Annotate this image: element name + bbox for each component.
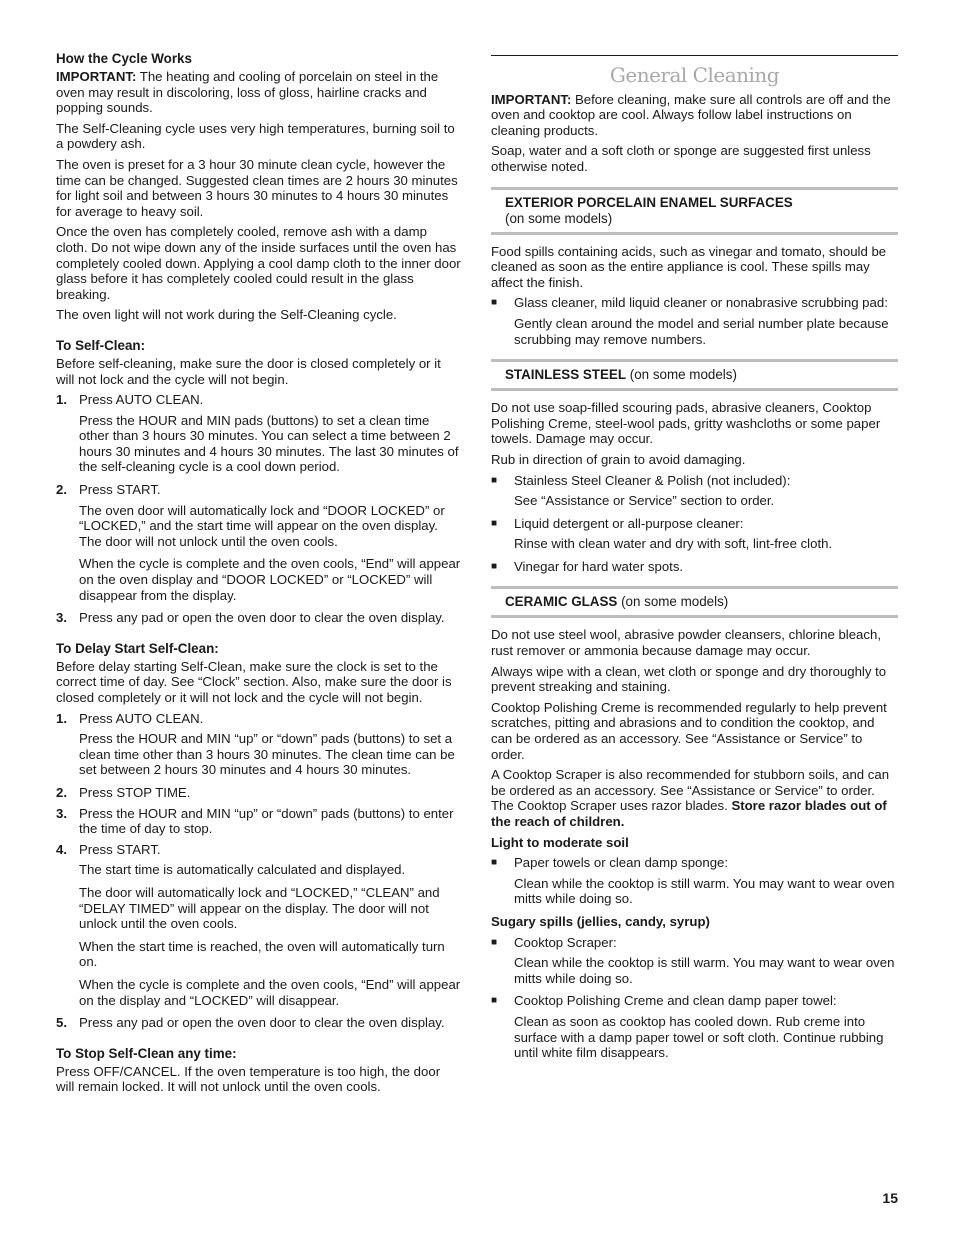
step-item [56, 610, 462, 626]
step-detail: The start time is automatically calculated and displayed. [79, 862, 406, 878]
bullet-square-icon: ■ [491, 995, 498, 1007]
bullet-square-icon: ■ [491, 857, 498, 869]
exterior-porcelain-header [491, 187, 898, 235]
step-detail: The door will automatically lock and “LOCKED,” “CLEAN” and “DELAY TIMED” will appear on the display. The door will not unlock until the oven cools. [79, 884, 440, 932]
stop-self-clean-heading: To Stop Self-Clean any time: [56, 1045, 237, 1061]
bullet-square-icon: ■ [491, 936, 498, 948]
sugary-spills-bullets [491, 935, 898, 1061]
step-text: Press START. [79, 841, 161, 857]
light-soil-label: Light to moderate soil [491, 834, 629, 850]
stainless-steel-header [491, 359, 898, 391]
bullet-text: Glass cleaner, mild liquid cleaner or nonabrasive scrubbing pad: [514, 295, 888, 311]
bullet-detail: Clean while the cooktop is still warm. You may want to wear oven mitts while doing so. [514, 955, 895, 986]
ceramic-paragraph-1: Do not use steel wool, abrasive powder cleansers, chlorine bleach, rust remover or ammonia because damage may occur. [491, 627, 881, 659]
step-detail: The oven door will automatically lock and “DOOR LOCKED” or “LOCKED,” and the start time will appear on the oven display. The door will not unlock until the oven cools. [79, 502, 445, 549]
top-rule [491, 55, 898, 56]
how-important-paragraph [56, 69, 462, 116]
exterior-bullets [491, 295, 898, 347]
general-cleaning-title: General Cleaning [609, 63, 780, 87]
exterior-porcelain-note: (on some models) [505, 210, 613, 226]
step-number: 2. [56, 482, 67, 498]
bullet-detail: Rinse with clean water and dry with soft, lint-free cloth. [514, 536, 833, 552]
page-number: 15 [882, 1190, 898, 1206]
how-paragraph-4: Once the oven has completely cooled, remove ash with a damp cloth. Do not wipe down any of the inside surfaces until the oven has completely cooled down. Applying a cool damp cloth to the inner door glass before it has completely cooled could result in the glass breaking. [56, 224, 461, 302]
bullet-square-icon: ■ [491, 297, 498, 309]
bullet-text: Cooktop Scraper: [514, 934, 617, 950]
important-label: IMPORTANT: [491, 91, 572, 107]
bullet-detail: See “Assistance or Service” section to order. [514, 493, 775, 509]
step-detail: Press the HOUR and MIN pads (buttons) to set a clean time other than 3 hours 30 minutes. You can select a time between 2 hours 30 minutes and 4 hours 30 minutes. The last 30 minutes of the self-cleaning cycle is a cool down period. [79, 412, 459, 475]
how-paragraph-2: The Self-Cleaning cycle uses very high temperatures, burning soil to a powdery ash. [56, 120, 455, 152]
delay-start-intro: Before delay starting Self-Clean, make sure the clock is set to the correct time of day. See “Clock” section. Also, make sure the door is closed completely or it will not lock and the cycle will not begin. [56, 658, 452, 705]
step-item [56, 806, 462, 837]
general-important-paragraph [491, 92, 898, 139]
light-soil-bullets [491, 855, 898, 907]
how-cycle-works-heading: How the Cycle Works [56, 51, 192, 66]
step-text: Press STOP TIME. [79, 784, 191, 800]
ceramic-paragraph-4-text: A Cooktop Scraper is also recommended for stubborn soils, and can be ordered as an accessory. See “Assistance or Service” to order. The Cooktop Scraper uses razor blades. [491, 767, 890, 814]
how-paragraph-3: The oven is preset for a 3 hour 30 minute clean cycle, however the time can be changed. Suggested clean times are 2 hours 30 minutes for light soil and between 3 hours 30 minutes to 4 hours 30 minutes for average to heavy soil. [56, 156, 458, 219]
step-text: Press AUTO CLEAN. [79, 392, 204, 408]
step-number: 1. [56, 710, 67, 726]
bullet-square-icon: ■ [491, 517, 498, 529]
step-number: 3. [56, 805, 67, 821]
step-text: Press START. [79, 482, 161, 498]
bullet-text: Liquid detergent or all-purpose cleaner: [514, 515, 744, 531]
self-clean-intro: Before self-cleaning, make sure the door is closed completely or it will not lock and the cycle will not begin. [56, 355, 441, 387]
sugary-spills-label: Sugary spills (jellies, candy, syrup) [491, 913, 710, 929]
stainless-steel-note: (on some models) [626, 367, 737, 383]
step-text: Press AUTO CLEAN. [79, 710, 204, 726]
step-item [56, 482, 462, 498]
bullet-square-icon: ■ [491, 474, 498, 486]
step-text: Press any pad or open the oven door to clear the oven display. [79, 610, 445, 626]
step-detail: When the start time is reached, the oven will automatically turn on. [79, 938, 445, 970]
step-number: 4. [56, 841, 67, 857]
bullet-text: Vinegar for hard water spots. [514, 558, 684, 574]
important-text: Before cleaning, make sure all controls are off and the oven and cooktop are cool. Always follow label instructions on cleaning products. [491, 91, 891, 138]
general-intro-2: Soap, water and a soft cloth or sponge are suggested first unless otherwise noted. [491, 143, 871, 174]
ceramic-glass-title: CERAMIC GLASS [505, 594, 618, 610]
stainless-paragraph-2: Rub in direction of grain to avoid damaging. [491, 451, 746, 467]
stainless-steel-title: STAINLESS STEEL [505, 367, 627, 383]
stainless-bullets [491, 473, 898, 575]
left-column [56, 51, 462, 1100]
self-clean-heading: To Self-Clean: [56, 337, 146, 353]
step-number: 2. [56, 784, 67, 800]
step-detail: Press the HOUR and MIN “up” or “down” pads (buttons) to set a clean time other than 3 hours 30 minutes. The clean time can be set between 2 hours 30 minutes and 4 hours 30 minutes. [79, 731, 455, 778]
delay-start-heading: To Delay Start Self-Clean: [56, 640, 219, 656]
bullet-text: Paper towels or clean damp sponge: [514, 855, 729, 871]
stainless-paragraph-1: Do not use soap-filled scouring pads, abrasive cleaners, Cooktop Polishing Creme, steel-wool pads, gritty washcloths or some paper towels. Damage may occur. [491, 400, 881, 447]
bullet-item [491, 935, 898, 951]
bullet-text: Cooktop Polishing Creme and clean damp paper towel: [514, 993, 837, 1009]
bullet-square-icon: ■ [491, 560, 498, 572]
bullet-item [491, 855, 898, 871]
step-item [56, 711, 462, 727]
bullet-text: Stainless Steel Cleaner & Polish (not included): [514, 472, 791, 488]
step-number: 1. [56, 392, 67, 408]
bullet-item [491, 295, 898, 311]
step-detail: When the cycle is complete and the oven cools, “End” will appear on the display and “LOCKED” will disappear. [79, 976, 461, 1008]
delay-start-steps [56, 711, 462, 1031]
bullet-detail: Clean as soon as cooktop has cooled down. Rub creme into surface with a damp paper towel or soft cloth. Continue rubbing until white film disappears. [514, 1013, 884, 1061]
ceramic-glass-header [491, 586, 898, 618]
ceramic-glass-note: (on some models) [617, 594, 729, 610]
step-item [56, 785, 462, 801]
bullet-item [491, 993, 898, 1009]
bullet-item [491, 516, 898, 532]
stop-self-clean-text: Press OFF/CANCEL. If the oven temperature is too high, the door will remain locked. It will not unlock until the oven cools. [56, 1063, 441, 1095]
step-text: Press the HOUR and MIN “up” or “down” pads (buttons) to enter the time of day to stop. [79, 805, 454, 837]
bullet-detail: Gently clean around the model and serial number plate because scrubbing may remove numbers. [514, 315, 889, 347]
important-text: The heating and cooling of porcelain on steel in the oven may result in discoloring, loss of gloss, hairline cracks and popping sounds. [56, 69, 439, 116]
step-item [56, 392, 462, 408]
step-number: 5. [56, 1015, 67, 1031]
how-paragraph-5: The oven light will not work during the Self-Cleaning cycle. [56, 307, 397, 323]
step-text: Press any pad or open the oven door to clear the oven display. [79, 1015, 445, 1031]
bullet-detail: Clean while the cooktop is still warm. You may want to wear oven mitts while doing so. [514, 875, 895, 907]
right-column [491, 51, 898, 1068]
bullet-item [491, 559, 898, 575]
step-number: 3. [56, 610, 67, 626]
ceramic-paragraph-4 [491, 767, 898, 829]
exterior-paragraph-1: Food spills containing acids, such as vinegar and tomato, should be cleaned as soon as the entire appliance is cool. These spills may affect the finish. [491, 243, 887, 290]
razor-warning: Store razor blades out of the reach of children. [491, 798, 887, 829]
exterior-porcelain-title: EXTERIOR PORCELAIN ENAMEL SURFACES [505, 194, 793, 210]
important-label: IMPORTANT: [56, 69, 137, 84]
ceramic-paragraph-3: Cooktop Polishing Creme is recommended regularly to help prevent scratches, pitting and abrasions and to condition the cooktop, and can be ordered as an accessory. See “Assistance or Service” to order. [491, 699, 887, 762]
step-item [56, 842, 462, 858]
ceramic-paragraph-2: Always wipe with a clean, wet cloth or sponge and dry thoroughly to prevent streaking and staining. [491, 663, 887, 695]
bullet-item [491, 473, 898, 489]
step-detail: When the cycle is complete and the oven cools, “End” will appear on the oven display and “DOOR LOCKED” or “LOCKED” will disappear from the display. [79, 556, 461, 603]
self-clean-steps [56, 392, 462, 626]
step-item [56, 1015, 462, 1031]
